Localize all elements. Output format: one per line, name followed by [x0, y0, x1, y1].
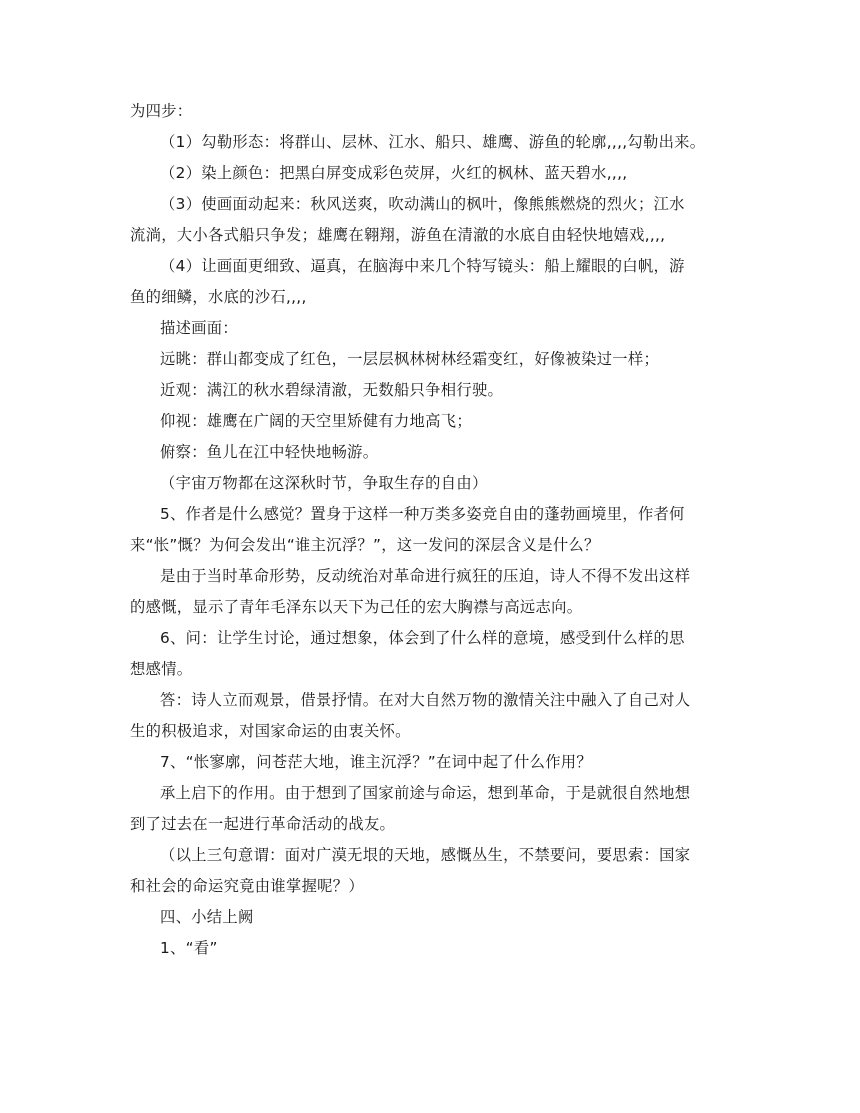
- text-line: 为四步：: [130, 102, 193, 120]
- text-line: 5、作者是什么感觉？置身于这样一种万类多姿竞自由的蓬勃画境里，作者何: [160, 505, 685, 523]
- text-line: 的感慨，显示了青年毛泽东以天下为己任的宏大胸襟与高远志向。: [130, 598, 583, 616]
- text-line: （3）使画面动起来：秋风送爽，吹动满山的枫叶，像熊熊燃烧的烈火；江水: [160, 195, 685, 213]
- text-line: 1、“看”: [160, 939, 218, 957]
- text-line: （4）让画面更细致、逼真，在脑海中来几个特写镜头：船上耀眼的白帆，游: [160, 257, 685, 275]
- text-line: （1）勾勒形态：将群山、层林、江水、船只、雄鹰、游鱼的轮廓,,,,勾勒出来。: [160, 133, 706, 151]
- text-line: 到了过去在一起进行革命活动的战友。: [130, 815, 396, 833]
- text-line: 和社会的命运究竟由谁掌握呢？）: [130, 877, 364, 895]
- text-line: 仰视：雄鹰在广阔的天空里矫健有力地高飞；: [160, 412, 472, 430]
- text-line: 7、“怅寥廓，问苍茫大地，谁主沉浮？”在词中起了什么作用？: [160, 753, 593, 771]
- text-line: 来“怅”慨？为何会发出“谁主沉浮？”，这一发问的深层含义是什么？: [130, 536, 600, 554]
- section-heading: 四、小结上阙: [160, 908, 254, 926]
- text-line: （2）染上颜色：把黑白屏变成彩色荧屏，火红的枫林、蓝天碧水,,,,: [160, 164, 628, 182]
- document-body: [130, 96, 742, 964]
- text-line: 描述画面：: [160, 319, 238, 337]
- text-line: 俯察：鱼儿在江中轻快地畅游。: [160, 443, 379, 461]
- text-line: 承上启下的作用。由于想到了国家前途与命运，想到革命，于是就很自然地想: [160, 784, 691, 802]
- text-line: （宇宙万物都在这深秋时节，争取生存的自由）: [160, 474, 488, 492]
- text-line: 是由于当时革命形势，反动统治对革命进行疯狂的压迫，诗人不得不发出这样: [160, 567, 691, 585]
- text-line: 近观：满江的秋水碧绿清澈，无数船只争相行驶。: [160, 381, 504, 399]
- text-line: 鱼的细鳞，水底的沙石,,,,: [130, 288, 307, 306]
- text-line: 答：诗人立而观景，借景抒情。在对大自然万物的激情关注中融入了自己对人: [160, 691, 691, 709]
- text-line: （以上三句意谓：面对广漠无垠的天地，感慨丛生，不禁要问，要思索：国家: [160, 846, 691, 864]
- text-line: 流淌，大小各式船只争发；雄鹰在翱翔，游鱼在清澈的水底自由轻快地嬉戏,,,,: [130, 226, 666, 244]
- text-line: 生的积极追求，对国家命运的由衷关怀。: [130, 722, 411, 740]
- text-line: 远眺：群山都变成了红色，一层层枫林树林经霜变红，好像被染过一样；: [160, 350, 660, 368]
- text-line: 6、问：让学生讨论，通过想象，体会到了什么样的意境，感受到什么样的思: [160, 629, 685, 647]
- text-line: 想感情。: [130, 660, 193, 678]
